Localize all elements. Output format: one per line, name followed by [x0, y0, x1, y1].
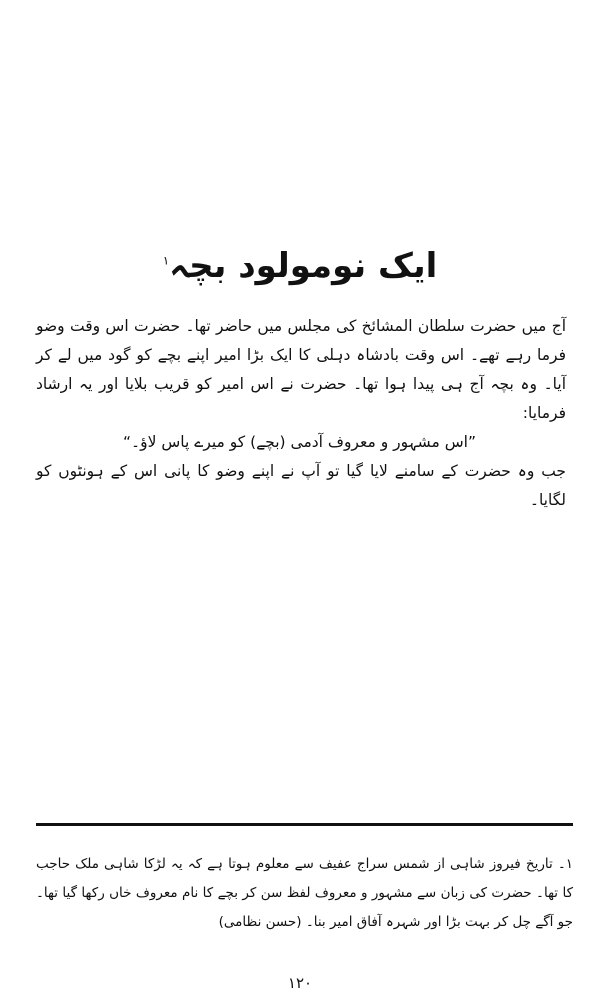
body-quote: ”اس مشہور و معروف آدمی (بچے) کو میرے پاس لاؤ۔“ — [123, 433, 476, 451]
title-footnote-marker: ۱ — [162, 253, 170, 268]
body-text — [36, 312, 566, 515]
chapter-title-text: ایک نومولود بچہ — [169, 245, 438, 286]
footnote-text: ۱۔ تاریخ فیروز شاہی از شمس سراج عفیف سے معلوم ہوتا ہے کہ یہ لڑکا شاہی ملک حاجب کا تھا۔ حضرت کی زبان سے مشہور و معروف لفظ سن کر بچے کا نام معروف خاں رکھا گیا تھا۔ جو آگے چل کر بہت بڑا اور شہرہ آفاق امیر بنا۔ (حسن نظامی) — [36, 856, 573, 930]
body-paragraph-2: جب وہ حضرت کے سامنے لایا گیا تو آپ نے اپنے وضو کا پانی اس کے ہونٹوں کو لگایا۔ — [36, 462, 566, 509]
footnote-separator — [36, 823, 573, 826]
page-number: ۱۲۰ — [287, 974, 313, 992]
chapter-title — [0, 245, 600, 286]
body-paragraph-1: آج میں حضرت سلطان المشائخ کی مجلس میں حاضر تھا۔ حضرت اس وقت وضو فرما رہے تھے۔ اس وقت بادشاہ دہلی کا ایک بڑا امیر اپنے بچے کو گود میں لے کر آیا۔ وہ بچہ آج ہی پیدا ہوا تھا۔ حضرت نے اس امیر کو قریب بلایا اور یہ ارشاد فرمایا: — [36, 317, 566, 422]
